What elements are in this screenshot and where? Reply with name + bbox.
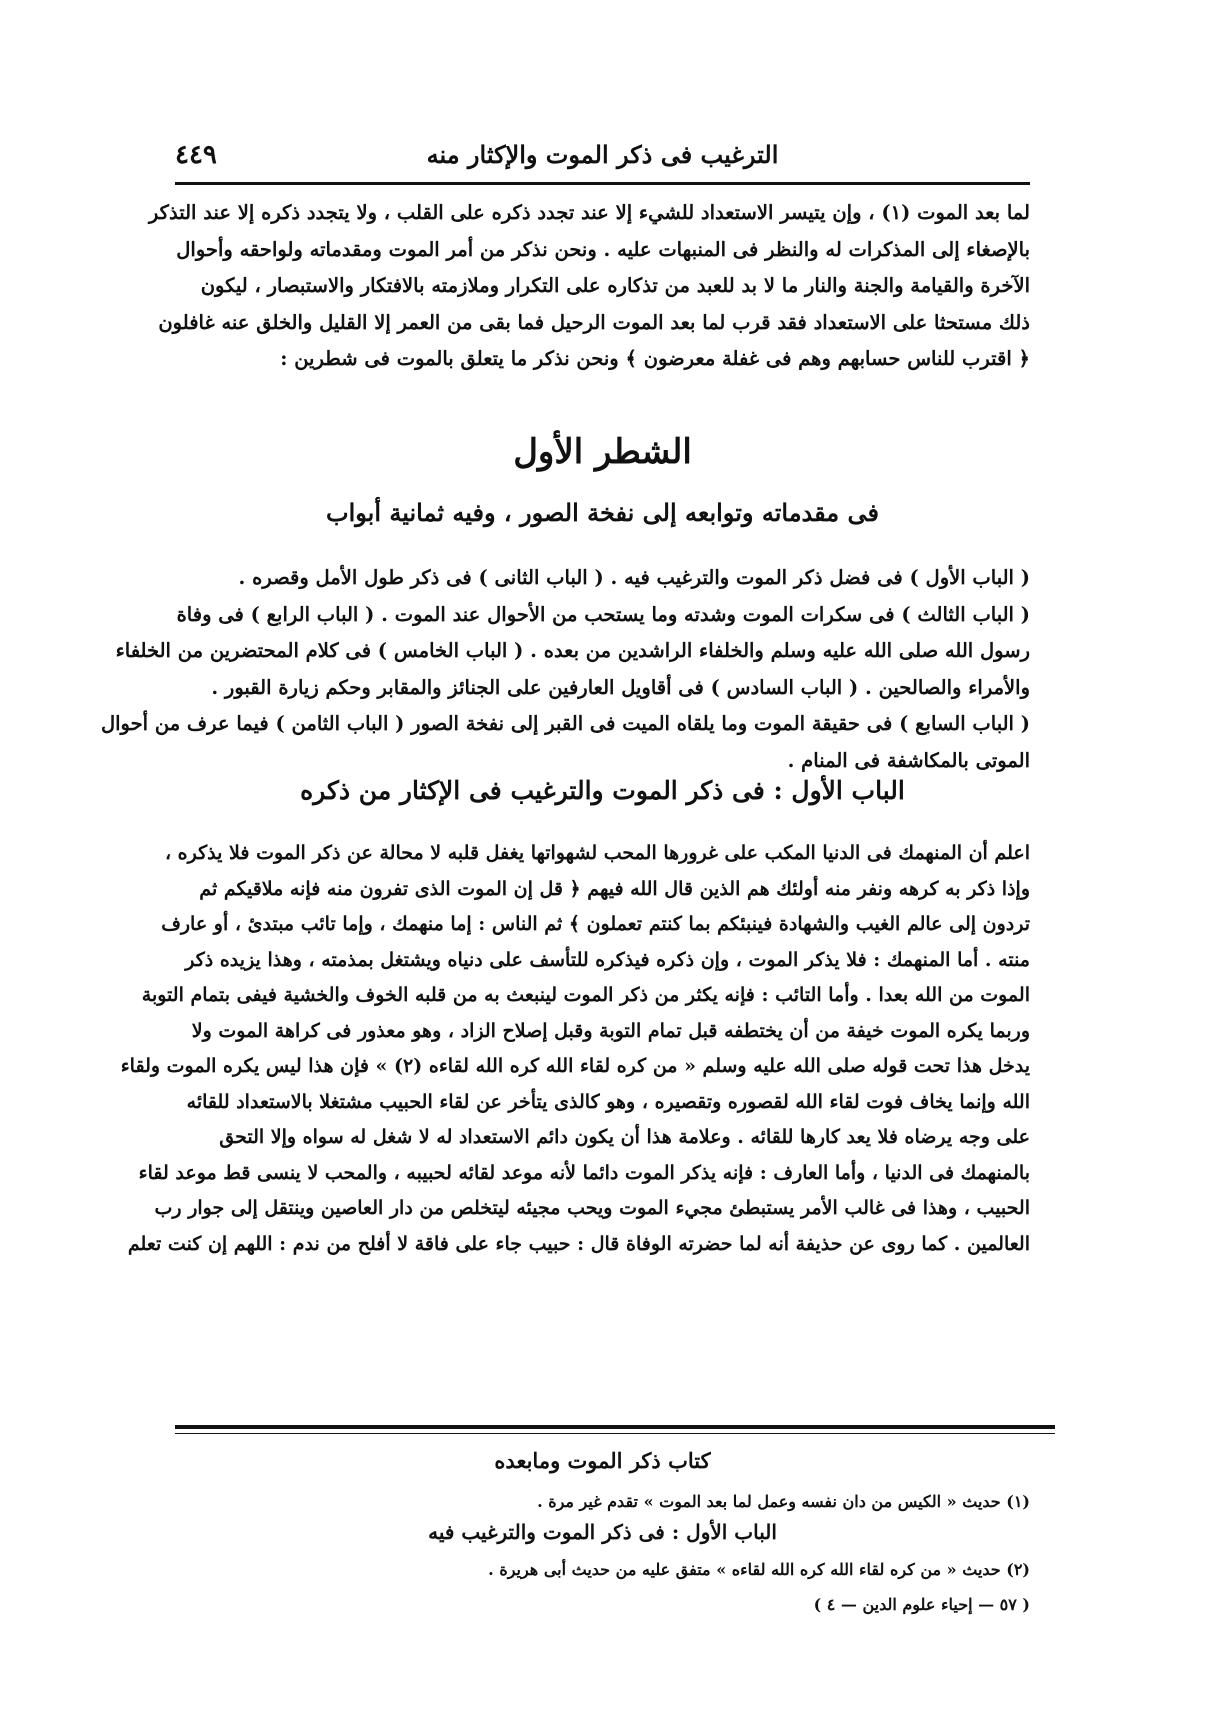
page-number: ٤٤٩ bbox=[175, 140, 217, 170]
text-line: وربما يكره الموت خيفة من أن يختطفه قبل تمام التوبة وقبل إصلاح الزاد ، وهو معذور فى كراهة الموت ولا bbox=[191, 1019, 1030, 1042]
header-rule bbox=[175, 182, 1030, 185]
text-line: الآخرة والقيامة والجنة والنار ما لا بد للعبد من تذكاره على التكرار وملازمته بالافتكار والاستبصار ، ليكون bbox=[200, 274, 1030, 297]
text-line: تردون إلى عالم الغيب والشهادة فينبئكم بما كنتم تعملون ﴾ ثم الناس : إما منهمك ، وإما تائب مبتدئ ، أو عارف bbox=[161, 913, 1030, 935]
text-line: ﴿ اقترب للناس حسابهم وهم فى غفلة معرضون ﴾ ونحن نذكر ما يتعلق بالموت فى شطرين : bbox=[280, 347, 1030, 370]
text-line: الله وإنما يخاف فوت لقاء الله لقصوره وتقصيره ، وهو كالذى يتأخر عن لقاء الحبيب مشتغلا بالاستعداد للقائه bbox=[186, 1090, 1030, 1113]
text-line: على وجه يرضاه فلا يعد كارها للقائه . وعلامة هذا أن يكون دائم الاستعداد له لا شغل له سواه وإلا التحق bbox=[219, 1126, 1030, 1148]
footnote-rule-thin bbox=[175, 1433, 1055, 1434]
volume-signature: ( ٥٧ — إحياء علوم الدين — ٤ ) bbox=[813, 1595, 1030, 1614]
text-line: ذلك مستحثا على الاستعداد فقد قرب لما بعد الموت الرحيل فما بقى من العمر إلا القليل والخلق عنه غافلون bbox=[158, 310, 1030, 334]
intro-paragraph bbox=[148, 195, 1030, 378]
part-subtitle: فى مقدماته وتوابعه إلى نفخة الصور ، وفيه ثمانية أبواب bbox=[326, 498, 879, 527]
running-title: الترغيب فى ذكر الموت والإكثار منه bbox=[426, 140, 779, 169]
main-paragraph bbox=[120, 836, 1030, 1262]
footnote-1: (١) حديث « الكيس من دان نفسه وعمل لما بعد الموت » تقدم غير مرة . bbox=[537, 1492, 1030, 1511]
chapter-heading: الباب الأول : فى ذكر الموت والترغيب فى الإكثار من ذكره bbox=[300, 776, 905, 805]
text-line: الموتى بالمكاشفة فى المنام . bbox=[787, 748, 1030, 772]
text-line: العالمين . كما روى عن حذيفة أنه لما حضرته الوفاة قال : حبيب جاء على فاقة لا أفلح من ندم : اللهم إن كنت تعلم bbox=[127, 1232, 1030, 1255]
part-title: الشطر الأول bbox=[513, 432, 692, 472]
footnote-section-title: كتاب ذكر الموت ومابعده bbox=[494, 1448, 711, 1473]
footnote-sub-heading: الباب الأول : فى ذكر الموت والترغيب فيه bbox=[428, 1520, 777, 1544]
text-line: بالإصغاء إلى المذكرات له والنظر فى المنبهات عليه . ونحن نذكر من أمر الموت ومقدماته ولواحقه وأحوال bbox=[176, 237, 1030, 261]
text-line: الحبيب ، وهذا فى غالب الأمر يستبطئ مجيء الموت ويحب مجيئه ليتخلص من دار العاصين وينتقل إلى جوار رب bbox=[154, 1197, 1030, 1219]
text-line: اعلم أن المنهمك فى الدنيا المكب على غرورها المحب لشهواتها يغفل قلبه لا محالة عن ذكر الموت فلا يذكره ، bbox=[164, 842, 1030, 864]
footnote-rule-thick bbox=[175, 1425, 1055, 1429]
text-line: ( الباب السابع ) فى حقيقة الموت وما يلقاه الميت فى القبر إلى نفخة الصور ( الباب الثامن ) فيما عرف من أحوال bbox=[100, 712, 1030, 735]
text-line: وإذا ذكر به كرهه ونفر منه أولئك هم الذين قال الله فيهم ﴿ قل إن الموت الذى تفرون منه فإنه ملاقيكم ثم bbox=[199, 877, 1030, 900]
text-line: رسول الله صلى الله عليه وسلم والخلفاء الراشدين من بعده . ( الباب الخامس ) فى كلام المحتضرين من الخلفاء bbox=[115, 639, 1030, 662]
text-line: لما بعد الموت (١) ، وإن يتيسر الاستعداد للشيء إلا عند تجدد ذكره على القلب ، ولا يتجدد ذكره إلا عند التذكر bbox=[148, 201, 1030, 224]
text-line: يدخل هذا تحت قوله صلى الله عليه وسلم « من كره لقاء الله كره الله لقاءه (٢) » فإن هذا ليس يكره الموت ولقاء bbox=[120, 1055, 1030, 1077]
footnote-2: (٢) حديث « من كره لقاء الله كره الله لقاءه » متفق عليه من حديث أبى هريرة . bbox=[488, 1560, 1030, 1579]
text-line: الموت من الله بعدا . وأما التائب : فإنه يكثر من ذكر الموت لينبعث به من قلبه الخوف والخشية فيفى بتمام التوبة bbox=[141, 984, 1030, 1006]
chapters-list bbox=[100, 560, 1030, 779]
page-header bbox=[175, 140, 1030, 180]
text-line: ( الباب الأول ) فى فضل ذكر الموت والترغيب فيه . ( الباب الثانى ) فى ذكر طول الأمل وقصره . bbox=[238, 566, 1030, 589]
text-line: والأمراء والصالحين . ( الباب السادس ) فى أقاويل العارفين على الجنائز والمقابر وحكم زيارة القبور . bbox=[211, 675, 1030, 699]
text-line: ( الباب الثالث ) فى سكرات الموت وشدته وما يستحب من الأحوال عند الموت . ( الباب الرابع ) فى وفاة bbox=[176, 602, 1030, 626]
text-line: بالمنهمك فى الدنيا ، وأما العارف : فإنه يذكر الموت دائما لأنه موعد لقائه لحبيبه ، والمحب لا ينسى قط موعد لقاء bbox=[138, 1161, 1030, 1184]
text-line: منته . أما المنهمك : فلا يذكر الموت ، وإن ذكره فيذكره للتأسف على دنياه ويشتغل بمذمته ، وهذا يزيده ذكر bbox=[185, 948, 1030, 971]
